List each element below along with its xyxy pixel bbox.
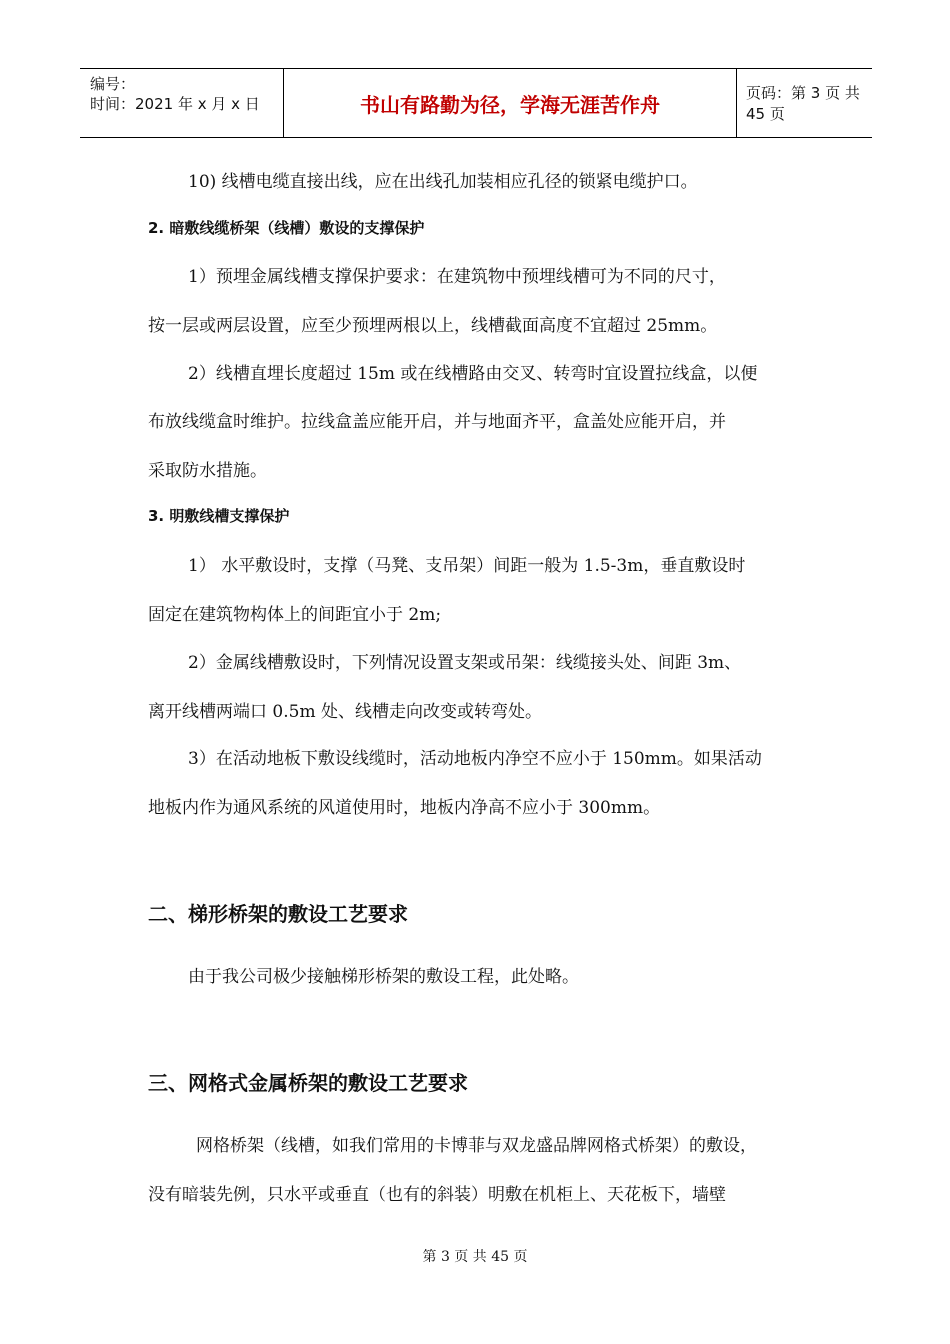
paragraph-10: 10) 线槽电缆直接出线，应在出线孔加装相应孔径的锁紧电缆护口。 — [188, 172, 698, 192]
paragraph-line: 采取防水措施。 — [148, 461, 267, 481]
document-time-label: 时间：2021 年 x 月 x 日 — [90, 95, 260, 113]
paragraph-line: 地板内作为通风系统的风道使用时，地板内净高不应小于 300mm。 — [148, 798, 661, 818]
paragraph-line: 没有暗装先例，只水平或垂直（也有的斜装）明敷在机柜上、天花板下，墙壁 — [148, 1185, 726, 1205]
page-header — [80, 68, 872, 138]
paragraph-line: 固定在建筑物构体上的间距宜小于 2m; — [148, 605, 442, 625]
header-page-info: 页码：第 3 页 共 45 页 — [746, 84, 860, 123]
paragraph-line: 2）金属线槽敷设时，下列情况设置支架或吊架：线缆接头处、间距 3m、 — [188, 653, 742, 673]
paragraph-line: 2）线槽直埋长度超过 15m 或在线槽路由交叉、转弯时宜设置拉线盒，以便 — [188, 364, 758, 384]
section-heading-3: 3. 明敷线槽支撑保护 — [148, 507, 290, 525]
paragraph-line: 网格桥架（线槽，如我们常用的卡博菲与双龙盛品牌网格式桥架）的敷设， — [196, 1136, 757, 1156]
paragraph-line: 由于我公司极少接触梯形桥架的敷设工程，此处略。 — [188, 967, 579, 987]
document-number-label: 编号： — [90, 75, 136, 93]
chapter-heading-two: 二、梯形桥架的敷设工艺要求 — [148, 902, 408, 926]
paragraph-line: 按一层或两层设置，应至少预埋两根以上，线槽截面高度不宜超过 25mm。 — [148, 316, 718, 336]
paragraph-line: 离开线槽两端口 0.5m 处、线槽走向改变或转弯处。 — [148, 702, 542, 722]
paragraph-line: 3）在活动地板下敷设线缆时，活动地板内净空不应小于 150mm。如果活动 — [188, 749, 762, 769]
header-meta — [80, 69, 283, 137]
paragraph-line: 1）预埋金属线槽支撑保护要求：在建筑物中预埋线槽可为不同的尺寸， — [188, 267, 726, 287]
paragraph-line: 布放线缆盒时维护。拉线盒盖应能开启，并与地面齐平，盒盖处应能开启，并 — [148, 412, 726, 432]
section-heading-2: 2. 暗敷线缆桥架（线槽）敷设的支撑保护 — [148, 219, 425, 237]
paragraph-line: 1） 水平敷设时，支撑（马凳、支吊架）间距一般为 1.5-3m，垂直敷设时 — [188, 556, 746, 576]
header-motto: 书山有路勤为径，学海无涯苦作舟 — [283, 69, 737, 137]
page-footer: 第 3 页 共 45 页 — [422, 1249, 528, 1265]
chapter-heading-three: 三、网格式金属桥架的敷设工艺要求 — [148, 1071, 468, 1095]
